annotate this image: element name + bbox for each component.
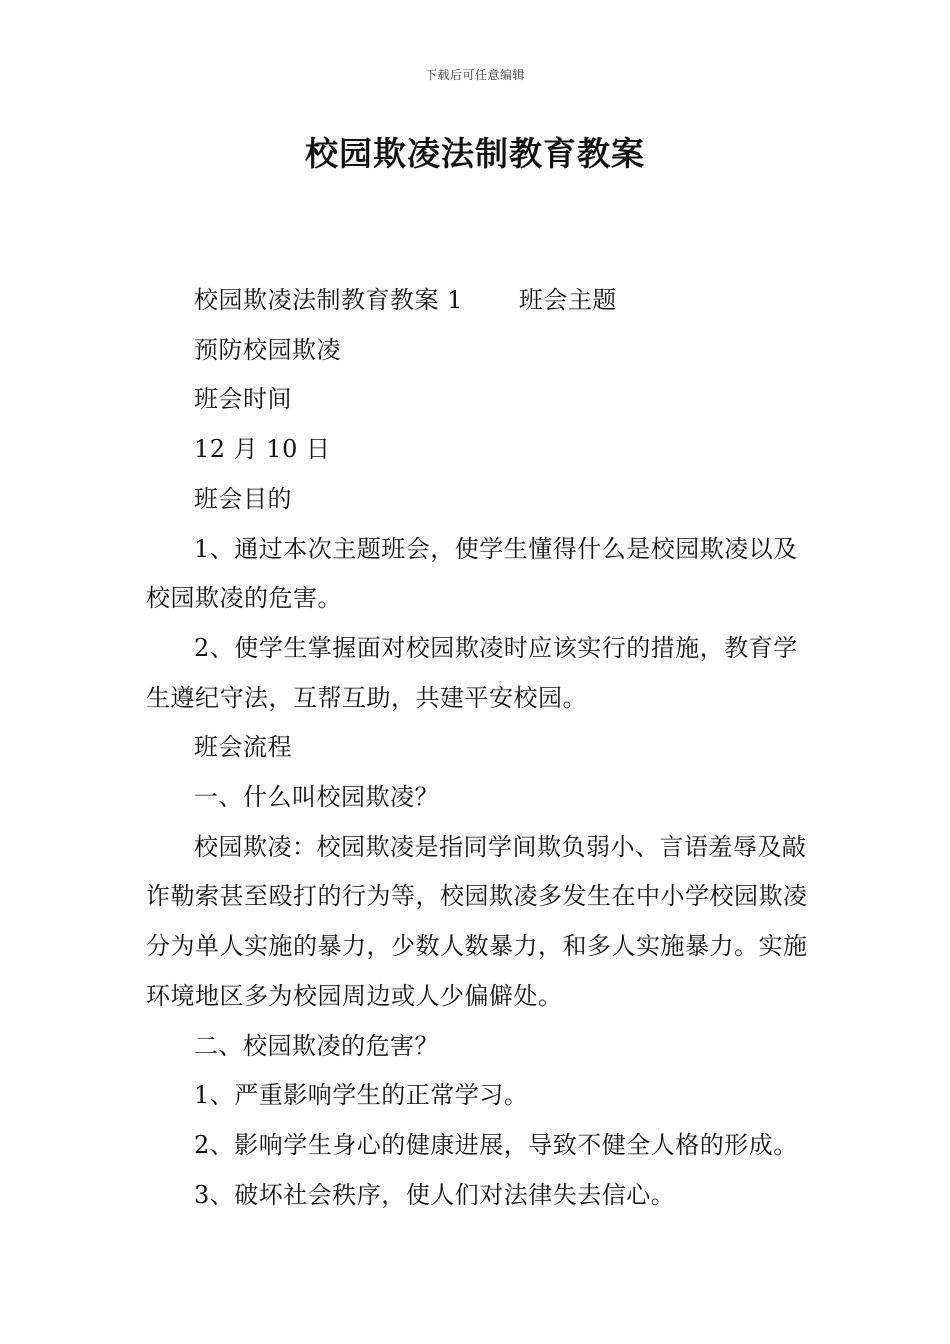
paragraph: 12 月 10 日 [194,435,331,464]
document-body [146,276,810,1220]
lesson-number-label: 校园欺凌法制教育教案 1 [194,286,463,314]
paragraph: 2、影响学生身心的健康进展，导致不健全人格的形成。 [194,1130,798,1159]
paragraph-lesson-heading [146,276,810,326]
paragraph: 预防校园欺凌 [194,335,341,364]
paragraph: 3、破坏社会秩序，使人们对法律失去信心。 [194,1180,676,1209]
paragraph: 班会流程 [194,733,292,762]
paragraph: 班会时间 [194,385,292,414]
paragraph: 1、严重影响学生的正常学习。 [194,1081,529,1110]
paragraph: 二、校园欺凌的危害？ [194,1031,439,1060]
header-note: 下载后可任意编辑 [424,68,525,82]
paragraph: 2、使学生掌握面对校园欺凌时应该实行的措施，教育学生遵纪守法，互帮互助，共建平安校园。 [146,633,798,712]
paragraph: 校园欺凌：校园欺凌是指同学间欺负弱小、言语羞辱及敲诈勒索甚至殴打的行为等，校园欺凌多发生在中小学校园欺凌分为单人实施的暴力，少数人数暴力，和多人实施暴力。实施环境地区多为校园周边或人少偏僻处。 [146,832,808,1010]
paragraph: 班会目的 [194,484,292,513]
paragraph: 1、通过本次主题班会，使学生懂得什么是校园欺凌以及校园欺凌的危害。 [146,534,798,613]
document-title: 校园欺凌法制教育教案 [305,134,645,173]
paragraph: 一、什么叫校园欺凌？ [194,783,439,812]
class-theme-label: 班会主题 [518,286,617,314]
